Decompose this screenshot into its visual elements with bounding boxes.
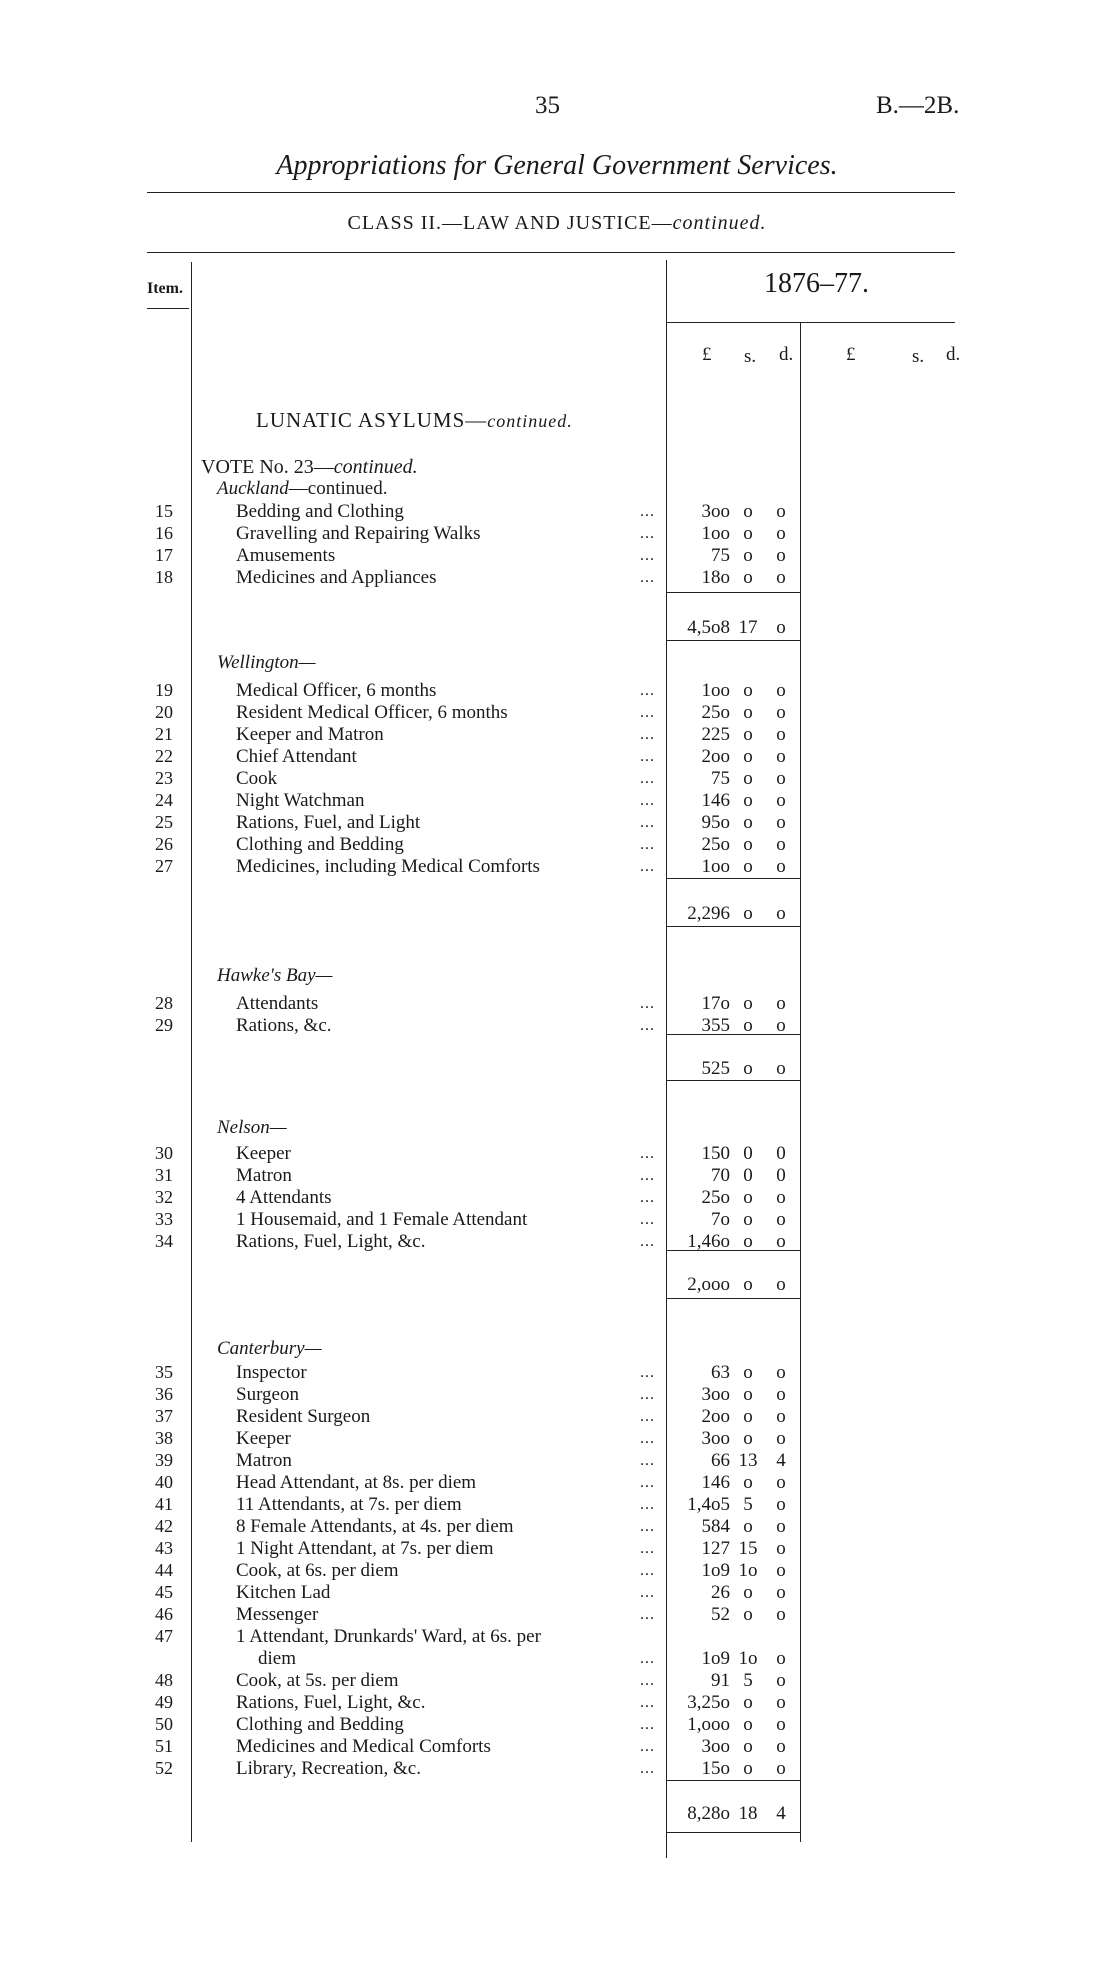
item-description: 4 Attendants [236,1187,332,1208]
amount-shillings: o [743,1015,753,1036]
page-title: Appropriations for General Government Services. [276,150,838,181]
amount-pounds: 127 [701,1538,730,1559]
amount-pence: o [776,680,786,701]
subtotal-rule [667,1034,800,1035]
group-heading [217,1117,287,1139]
subtotal-pounds: 4,5o8 [687,617,730,638]
amount-pounds: 3,25o [687,1692,730,1713]
class-title-suffix: continued. [672,212,767,234]
leader-dots: ... [640,547,655,564]
leader-dots: ... [640,1694,655,1711]
amount-pounds: 91 [711,1670,730,1691]
amount-shillings: o [743,1736,753,1757]
leader-dots: ... [640,1408,655,1425]
item-number: 52 [155,1758,173,1778]
amount-pounds: 355 [701,1015,730,1036]
year-column-header: 1876–77. [764,268,869,299]
item-number: 51 [155,1736,173,1756]
amount-pence: o [776,702,786,723]
amount-shillings: o [743,1714,753,1735]
subtotal-shillings: 18 [738,1803,758,1824]
group-name: Hawke's Bay— [217,965,333,986]
item-description: Messenger [236,1604,319,1625]
rule-amount-column-right [800,322,801,1842]
subtotal-rule-bottom [667,1298,800,1299]
item-description: Cook, at 6s. per diem [236,1560,399,1581]
amount-shillings: o [743,567,753,588]
amount-shillings: 1o [738,1648,758,1669]
amount-pence: o [776,1736,786,1757]
subtotal-pence: 4 [776,1803,786,1824]
amount-pounds: 1o9 [701,1648,730,1669]
amount-shillings: o [743,856,753,877]
amount-pounds: 17o [701,993,730,1014]
group-heading [217,478,387,500]
subtotal-rule [667,1250,800,1251]
subtotal-pounds: 8,28o [687,1803,730,1824]
amount-shillings: o [743,1582,753,1603]
item-description: Rations, &c. [236,1015,332,1036]
item-number: 33 [155,1209,173,1229]
subtotal-pounds: 2,ooo [687,1274,730,1295]
amount-pounds: 15o [701,1758,730,1779]
item-column-header: Item. [147,280,183,297]
amount-shillings: o [743,1362,753,1383]
amount-shillings: o [743,1604,753,1625]
amount-pounds: 25o [701,1187,730,1208]
leader-dots: ... [640,1540,655,1557]
amount-shillings: o [743,993,753,1014]
item-description: 1 Attendant, Drunkards' Ward, at 6s. per [236,1626,541,1647]
item-number: 16 [155,523,173,543]
amount-pence: o [776,1362,786,1383]
amount-pounds: 1oo [701,523,730,544]
vote-title [201,456,418,479]
group-name: Canterbury— [217,1338,322,1359]
item-description: Cook, at 5s. per diem [236,1670,399,1691]
item-description: Resident Medical Officer, 6 months [236,702,508,723]
item-number: 19 [155,680,173,700]
amount-shillings: o [743,768,753,789]
amount-pounds: 1oo [701,856,730,877]
item-description: Rations, Fuel, Light, &c. [236,1231,426,1252]
amount-pence: o [776,1648,786,1669]
amount-shillings: o [743,1187,753,1208]
subtotal-shillings: 17 [738,617,758,638]
amount-shillings: o [743,1692,753,1713]
subtotal-shillings: o [743,903,753,924]
amount-pounds: 52 [711,1604,730,1625]
amount-pounds: 18o [701,567,730,588]
section-title-main: LUNATIC ASYLUMS— [256,408,488,432]
subtotal-pence: o [776,903,786,924]
leader-dots: ... [640,1584,655,1601]
item-number: 30 [155,1143,173,1163]
amount-pence: o [776,1472,786,1493]
leader-dots: ... [640,1189,655,1206]
rule-item-header [147,308,189,309]
leader-dots: ... [640,1233,655,1250]
item-description: 8 Female Attendants, at 4s. per diem [236,1516,514,1537]
item-description: Clothing and Bedding [236,834,404,855]
item-description: 1 Housemaid, and 1 Female Attendant [236,1209,528,1230]
leader-dots: ... [640,1430,655,1447]
amount-shillings: 0 [743,1143,753,1164]
item-number: 47 [155,1626,173,1646]
item-description: Medicines and Medical Comforts [236,1736,491,1757]
item-number: 44 [155,1560,173,1580]
amount-shillings: 5 [743,1494,753,1515]
leader-dots: ... [640,1672,655,1689]
class-title-main: CLASS II.—LAW AND JUSTICE— [347,212,673,234]
item-number: 36 [155,1384,173,1404]
leader-dots: ... [640,569,655,586]
item-number: 50 [155,1714,173,1734]
item-number: 37 [155,1406,173,1426]
subtotal-rule-bottom [667,926,800,927]
amount-shillings: o [743,1406,753,1427]
subtotal-shillings: o [743,1058,753,1079]
amount-pence: o [776,1209,786,1230]
item-description: Matron [236,1165,292,1186]
amount-pence: o [776,567,786,588]
leader-dots: ... [640,1650,655,1667]
amount-pence: 4 [776,1450,786,1471]
amount-pence: o [776,1670,786,1691]
item-description: Kitchen Lad [236,1582,331,1603]
leader-dots: ... [640,1386,655,1403]
amount-pounds: 3oo [701,1428,730,1449]
leader-dots: ... [640,1364,655,1381]
amount-pounds: 75 [711,768,730,789]
amount-shillings: 0 [743,1165,753,1186]
amount-pounds: 70 [711,1165,730,1186]
amount-pence: o [776,1604,786,1625]
subtotal-rule-bottom [667,1832,800,1833]
amount-pence: 0 [776,1143,786,1164]
amount-pounds: 150 [701,1143,730,1164]
leader-dots: ... [640,1760,655,1777]
amount-pence: o [776,746,786,767]
page-number: 35 [535,92,560,119]
leader-dots: ... [640,726,655,743]
shillings-header: s. [744,346,757,367]
amount-pence: o [776,1516,786,1537]
amount-shillings: o [743,1209,753,1230]
amount-shillings: 13 [738,1450,758,1471]
amount-pence: o [776,501,786,522]
item-description: Medicines and Appliances [236,567,437,588]
amount-pence: o [776,1560,786,1581]
item-description: Inspector [236,1362,307,1383]
amount-shillings: o [743,501,753,522]
amount-pounds: 1,46o [687,1231,730,1252]
section-title-suffix: continued. [487,411,573,431]
item-number: 43 [155,1538,173,1558]
item-description: 1 Night Attendant, at 7s. per diem [236,1538,494,1559]
pounds-header: £ [702,344,712,365]
item-number: 42 [155,1516,173,1536]
amount-pence: o [776,993,786,1014]
item-description: Keeper and Matron [236,724,384,745]
amount-pounds: 146 [701,1472,730,1493]
item-number: 40 [155,1472,173,1492]
item-number: 29 [155,1015,173,1035]
item-number: 15 [155,501,173,521]
item-number: 26 [155,834,173,854]
amount-pence: o [776,1428,786,1449]
amount-pounds: 225 [701,724,730,745]
leader-dots: ... [640,995,655,1012]
amount-pence: o [776,812,786,833]
amount-pounds: 1,4o5 [687,1494,730,1515]
rule-top [147,192,955,193]
item-description: Keeper [236,1428,291,1449]
amount-pence: o [776,1015,786,1036]
amount-pounds: 7o [711,1209,730,1230]
subtotal-rule-bottom [667,1080,800,1081]
leader-dots: ... [640,682,655,699]
amount-pounds: 95o [701,812,730,833]
item-description: Gravelling and Repairing Walks [236,523,481,544]
amount-pence: o [776,1384,786,1405]
amount-shillings: o [743,680,753,701]
item-number: 21 [155,724,173,744]
item-number: 22 [155,746,173,766]
item-number: 41 [155,1494,173,1514]
rule-amount-column-left [666,260,667,1858]
amount-pounds: 2oo [701,746,730,767]
amount-shillings: o [743,1758,753,1779]
item-number: 17 [155,545,173,565]
amount-shillings: o [743,812,753,833]
subtotal-pounds: 2,296 [687,903,730,924]
amount-pounds: 1,ooo [687,1714,730,1735]
amount-pounds: 2oo [701,1406,730,1427]
amount-pence: o [776,1406,786,1427]
leader-dots: ... [640,1518,655,1535]
item-number: 48 [155,1670,173,1690]
amount-pence: o [776,1758,786,1779]
leader-dots: ... [640,1496,655,1513]
amount-pence: o [776,1231,786,1252]
amount-shillings: o [743,724,753,745]
amount-pence: o [776,1494,786,1515]
leader-dots: ... [640,1738,655,1755]
leader-dots: ... [640,814,655,831]
item-description: Cook [236,768,278,789]
item-description: Matron [236,1450,292,1471]
item-number: 27 [155,856,173,876]
pence-header: d. [779,344,794,365]
subtotal-pounds: 525 [701,1058,730,1079]
amount-shillings: 5 [743,1670,753,1691]
amount-shillings: o [743,834,753,855]
shillings-header-2: s. [912,346,925,367]
amount-pence: o [776,1582,786,1603]
leader-dots: ... [640,858,655,875]
rule-year-header [667,322,955,323]
amount-pounds: 3oo [701,501,730,522]
subtotal-pence: o [776,617,786,638]
leader-dots: ... [640,792,655,809]
item-description: Medicines, including Medical Comforts [236,856,540,877]
group-heading [217,1338,322,1360]
item-number: 18 [155,567,173,587]
item-description: Clothing and Bedding [236,1714,404,1735]
amount-shillings: o [743,1428,753,1449]
amount-pence: o [776,545,786,566]
group-heading [217,652,316,674]
item-number: 45 [155,1582,173,1602]
amount-shillings: o [743,746,753,767]
item-description: Keeper [236,1143,291,1164]
amount-pence: o [776,790,786,811]
amount-pounds: 3oo [701,1384,730,1405]
amount-pence: 0 [776,1165,786,1186]
amount-pence: o [776,1692,786,1713]
leader-dots: ... [640,1167,655,1184]
amount-shillings: 15 [738,1538,758,1559]
amount-shillings: o [743,790,753,811]
leader-dots: ... [640,1474,655,1491]
amount-pounds: 584 [701,1516,730,1537]
leader-dots: ... [640,1452,655,1469]
group-name: Nelson— [217,1117,287,1138]
amount-pounds: 25o [701,702,730,723]
item-number: 25 [155,812,173,832]
item-number: 46 [155,1604,173,1624]
subtotal-rule [667,1780,800,1781]
item-description: Rations, Fuel, Light, &c. [236,1692,426,1713]
leader-dots: ... [640,748,655,765]
item-description: 11 Attendants, at 7s. per diem [236,1494,462,1515]
leader-dots: ... [640,704,655,721]
leader-dots: ... [640,836,655,853]
vote-title-main: VOTE No. 23— [201,456,334,478]
subtotal-rule [667,592,800,593]
item-description: Head Attendant, at 8s. per diem [236,1472,477,1493]
amount-pounds: 66 [711,1450,730,1471]
vote-title-suffix: continued. [333,456,418,478]
item-number: 23 [155,768,173,788]
amount-pence: o [776,1187,786,1208]
subtotal-pence: o [776,1274,786,1295]
item-description: Resident Surgeon [236,1406,371,1427]
item-number: 34 [155,1231,173,1251]
item-number: 28 [155,993,173,1013]
amount-shillings: o [743,1516,753,1537]
rule-table-top [147,252,955,253]
amount-pounds: 3oo [701,1736,730,1757]
amount-pence: o [776,856,786,877]
item-number: 24 [155,790,173,810]
pence-header-2: d. [946,344,961,365]
group-name: Wellington— [217,652,316,673]
leader-dots: ... [640,1145,655,1162]
amount-shillings: o [743,545,753,566]
amount-pounds: 25o [701,834,730,855]
item-number: 35 [155,1362,173,1382]
item-description: Bedding and Clothing [236,501,404,522]
leader-dots: ... [640,1017,655,1034]
item-number: 20 [155,702,173,722]
item-number: 32 [155,1187,173,1207]
item-description: Night Watchman [236,790,365,811]
item-description: Attendants [236,993,319,1014]
amount-pounds: 63 [711,1362,730,1383]
amount-shillings: o [743,1231,753,1252]
amount-pence: o [776,1714,786,1735]
class-title [0,212,1114,235]
leader-dots: ... [640,525,655,542]
amount-shillings: o [743,523,753,544]
amount-shillings: 1o [738,1560,758,1581]
leader-dots: ... [640,1716,655,1733]
leader-dots: ... [640,1606,655,1623]
amount-pence: o [776,724,786,745]
amount-pounds: 146 [701,790,730,811]
amount-shillings: o [743,1472,753,1493]
subtotal-rule [667,878,800,879]
pounds-header-2: £ [846,344,856,365]
amount-pence: o [776,523,786,544]
group-name-suffix: —continued. [288,478,388,499]
item-number: 49 [155,1692,173,1712]
amount-pounds: 1o9 [701,1560,730,1581]
leader-dots: ... [640,1562,655,1579]
leader-dots: ... [640,770,655,787]
item-description: Library, Recreation, &c. [236,1758,421,1779]
amount-pence: o [776,1538,786,1559]
subtotal-rule-bottom [667,640,800,641]
item-description: Medical Officer, 6 months [236,680,437,701]
rule-item-column [191,262,192,1842]
amount-shillings: o [743,1384,753,1405]
group-name: Auckland [217,478,289,499]
document-reference: B.—2B. [876,92,960,119]
group-heading [217,965,332,987]
item-number: 39 [155,1450,173,1470]
amount-pence: o [776,834,786,855]
subtotal-pence: o [776,1058,786,1079]
amount-pounds: 1oo [701,680,730,701]
item-description-cont: diem [258,1648,296,1669]
subtotal-shillings: o [743,1274,753,1295]
amount-shillings: o [743,702,753,723]
item-number: 38 [155,1428,173,1448]
item-description: Chief Attendant [236,746,357,767]
item-number: 31 [155,1165,173,1185]
item-description: Rations, Fuel, and Light [236,812,421,833]
amount-pounds: 75 [711,545,730,566]
amount-pence: o [776,768,786,789]
amount-pounds: 26 [711,1582,730,1603]
item-description: Surgeon [236,1384,299,1405]
section-title [256,408,573,433]
item-description: Amusements [236,545,336,566]
leader-dots: ... [640,503,655,520]
leader-dots: ... [640,1211,655,1228]
